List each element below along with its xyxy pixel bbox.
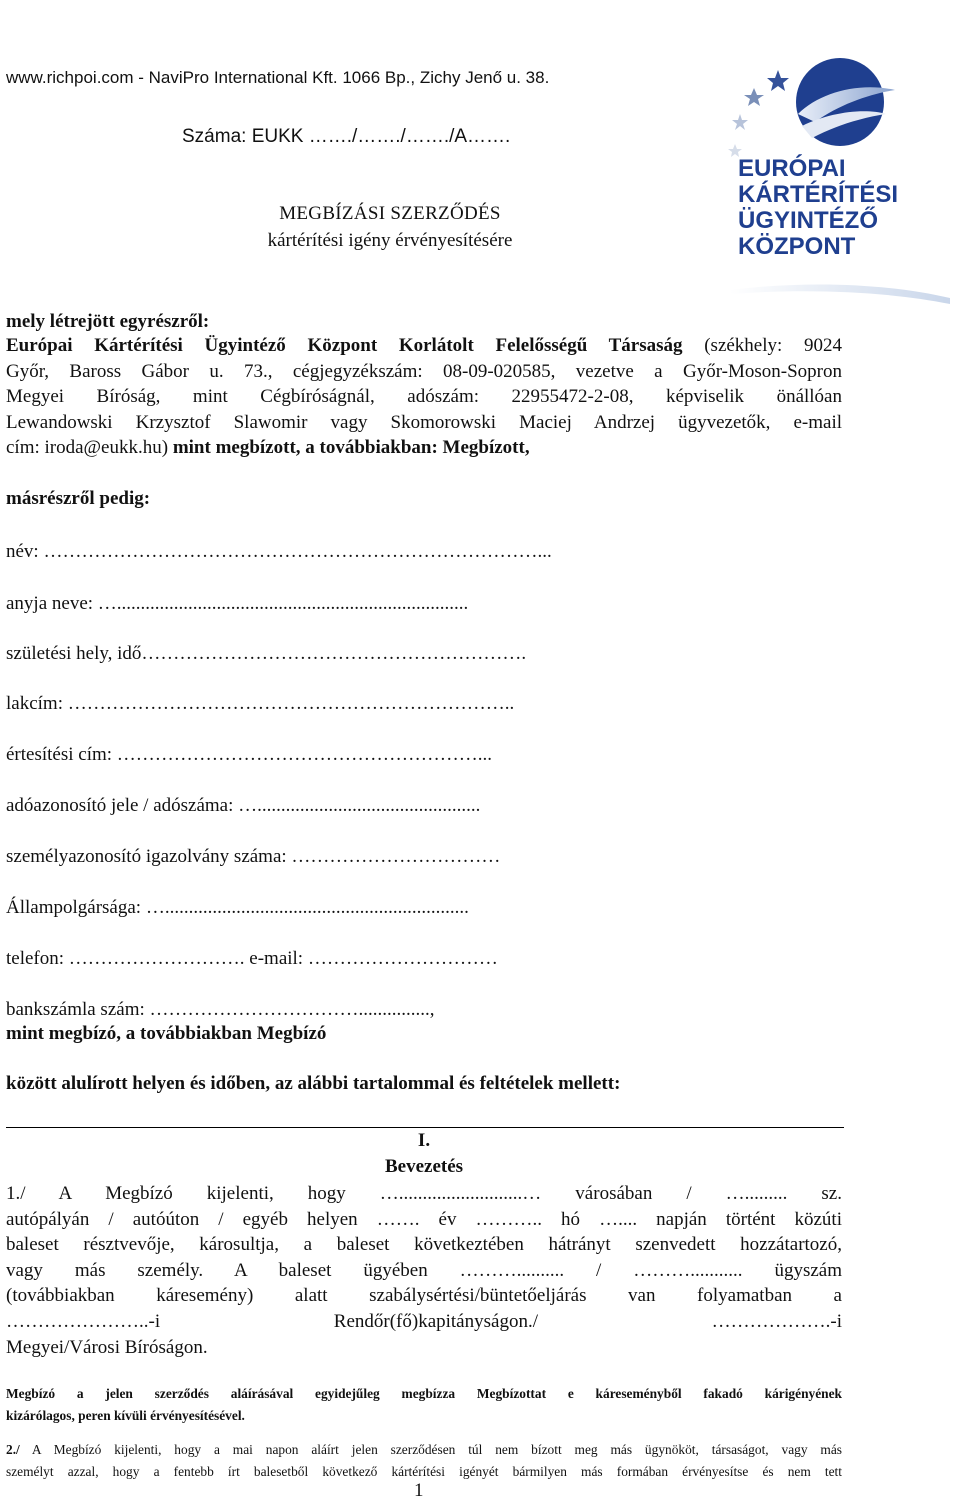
agent-designation: mint megbízott, a továbbiakban: Megbízott,: [172, 437, 530, 459]
company-line-5: [6, 435, 842, 461]
company-line-2: Győr, Baross Gábor u. 73., cégjegyzékszám: 08-09-020585, vezetve a Győr-Moson-Sopron: [6, 360, 842, 382]
source-header-line: www.richpoi.com - NaviPro International Kft. 1066 Bp., Zichy Jenő u. 38.: [6, 68, 550, 87]
tax-id-field[interactable]: adóazonosító jele / adószáma: …...............................................: [6, 795, 481, 816]
bank-account-field[interactable]: bankszámla szám: ……………………………...............,: [6, 999, 435, 1020]
p1-line: …………………..-i Rendőr(fő)kapitányságon./ ……………….-i: [6, 1310, 842, 1332]
citizenship-field[interactable]: Állampolgársága: …................................................................: [6, 897, 469, 918]
p1-line: 1./ A Megbízó kijelenti, hogy …..........................… városában / …......... sz.: [6, 1183, 842, 1204]
company-line-4: Lewandowski Krzysztof Slawomir vagy Skomorowski Maciej Andrzej ügyvezetők, e-mail: [6, 411, 842, 433]
terms-statement: között alulírott helyen és időben, az alábbi tartalommal és feltételek mellett:: [6, 1073, 621, 1094]
p2-line-1: [6, 1439, 842, 1461]
p1-line: vagy más személy. A baleset ügyében ……….......... / ………........... ügyszám: [6, 1259, 842, 1281]
mandate-note-line-2: kizárólagos, peren kívüli érvényesítésével.: [6, 1407, 245, 1423]
p2-line-1-text: A Megbízó kijelenti, hogy a mai napon aláírt jelen szerződésen túl nem bízott meg más ügynököt, társaságot, vagy más: [19, 1442, 842, 1457]
mandate-note-line-1: Megbízó a jelen szerződés aláírásával egyidejűleg megbízza Megbízottat e káreseményből fakadó kárigényének: [6, 1386, 842, 1401]
company-email: cím: iroda@eukk.hu): [6, 437, 173, 459]
id-card-number-field[interactable]: személyazonosító igazolvány száma: ……………………………: [6, 846, 501, 867]
section1-paragraph-2: [6, 1439, 842, 1482]
company-name: Európai Kártérítési Ügyintéző Központ Korlátolt Felelősségű Társaság: [6, 335, 683, 356]
parties-intro: mely létrejött egyrészről:: [6, 311, 210, 332]
company-line-1: [6, 333, 842, 359]
notification-address-field[interactable]: értesítési cím: …………………………………………………...: [6, 744, 493, 765]
company-seat-start: (székhely: 9024: [682, 335, 842, 356]
section1-paragraph-1: [6, 1181, 842, 1360]
contract-subtitle: kártérítési igény érvényesítésére: [267, 230, 513, 251]
logo-graphic: [690, 52, 950, 314]
other-party-label: másrészről pedig:: [6, 488, 151, 509]
p1-line: baleset résztvevője, károsultja, a baleset következtében hátrányt szenvedett hozzátartozó,: [6, 1234, 842, 1256]
contract-title: MEGBÍZÁSI SZERZŐDÉS: [279, 203, 501, 224]
mandate-note: [6, 1383, 842, 1426]
phone-email-field[interactable]: telefon: ………………………. e-mail: …………………………: [6, 948, 498, 969]
birth-place-date-field[interactable]: születési hely, idő…………………………………………………….: [6, 643, 527, 664]
p2-line-2: személyt azzal, hogy a fentebb írt balesetből következő kártérítési igényét bármilyen más formában érvényesítse és nem tett: [6, 1463, 842, 1479]
section-divider: [6, 1127, 844, 1128]
company-line-3: Megyei Bíróság, mint Cégbíróságnál, adószám: 22955472-2-08, képviselik önállóan: [6, 386, 842, 408]
name-field[interactable]: név: ……………………………………………………………………...: [6, 541, 552, 562]
logo-line-4: KÖZPONT: [738, 233, 856, 260]
section-number: I.: [417, 1130, 431, 1151]
p1-line: (továbbiakban káresemény) alatt szabálysértési/büntetőeljárás van folyamatban a: [6, 1285, 842, 1307]
p2-number: 2./: [6, 1442, 20, 1457]
logo-line-2: KÁRTÉRÍTÉSI: [738, 181, 899, 208]
address-field[interactable]: lakcím: ……………………………………………………………..: [6, 693, 515, 714]
p1-line-last: Megyei/Városi Bíróságon.: [6, 1336, 208, 1358]
p1-line: autópályán / autóúton / egyéb helyen ……. év ……….. hó ….... napján történt közúti: [6, 1208, 842, 1230]
principal-designation: mint megbízó, a továbbiakban Megbízó: [6, 1023, 327, 1044]
logo-line-1: EURÓPAI: [738, 155, 846, 182]
parties-block: [6, 333, 842, 461]
contract-number-line: Száma: EUKK ……./……./……./A…….: [182, 126, 511, 147]
eukk-logo: [690, 52, 950, 314]
mother-name-field[interactable]: anyja neve: …..........................................................................: [6, 593, 469, 614]
section-title: Bevezetés: [384, 1156, 464, 1177]
logo-line-3: ÜGYINTÉZŐ: [738, 207, 879, 234]
page-number: 1: [414, 1480, 424, 1501]
